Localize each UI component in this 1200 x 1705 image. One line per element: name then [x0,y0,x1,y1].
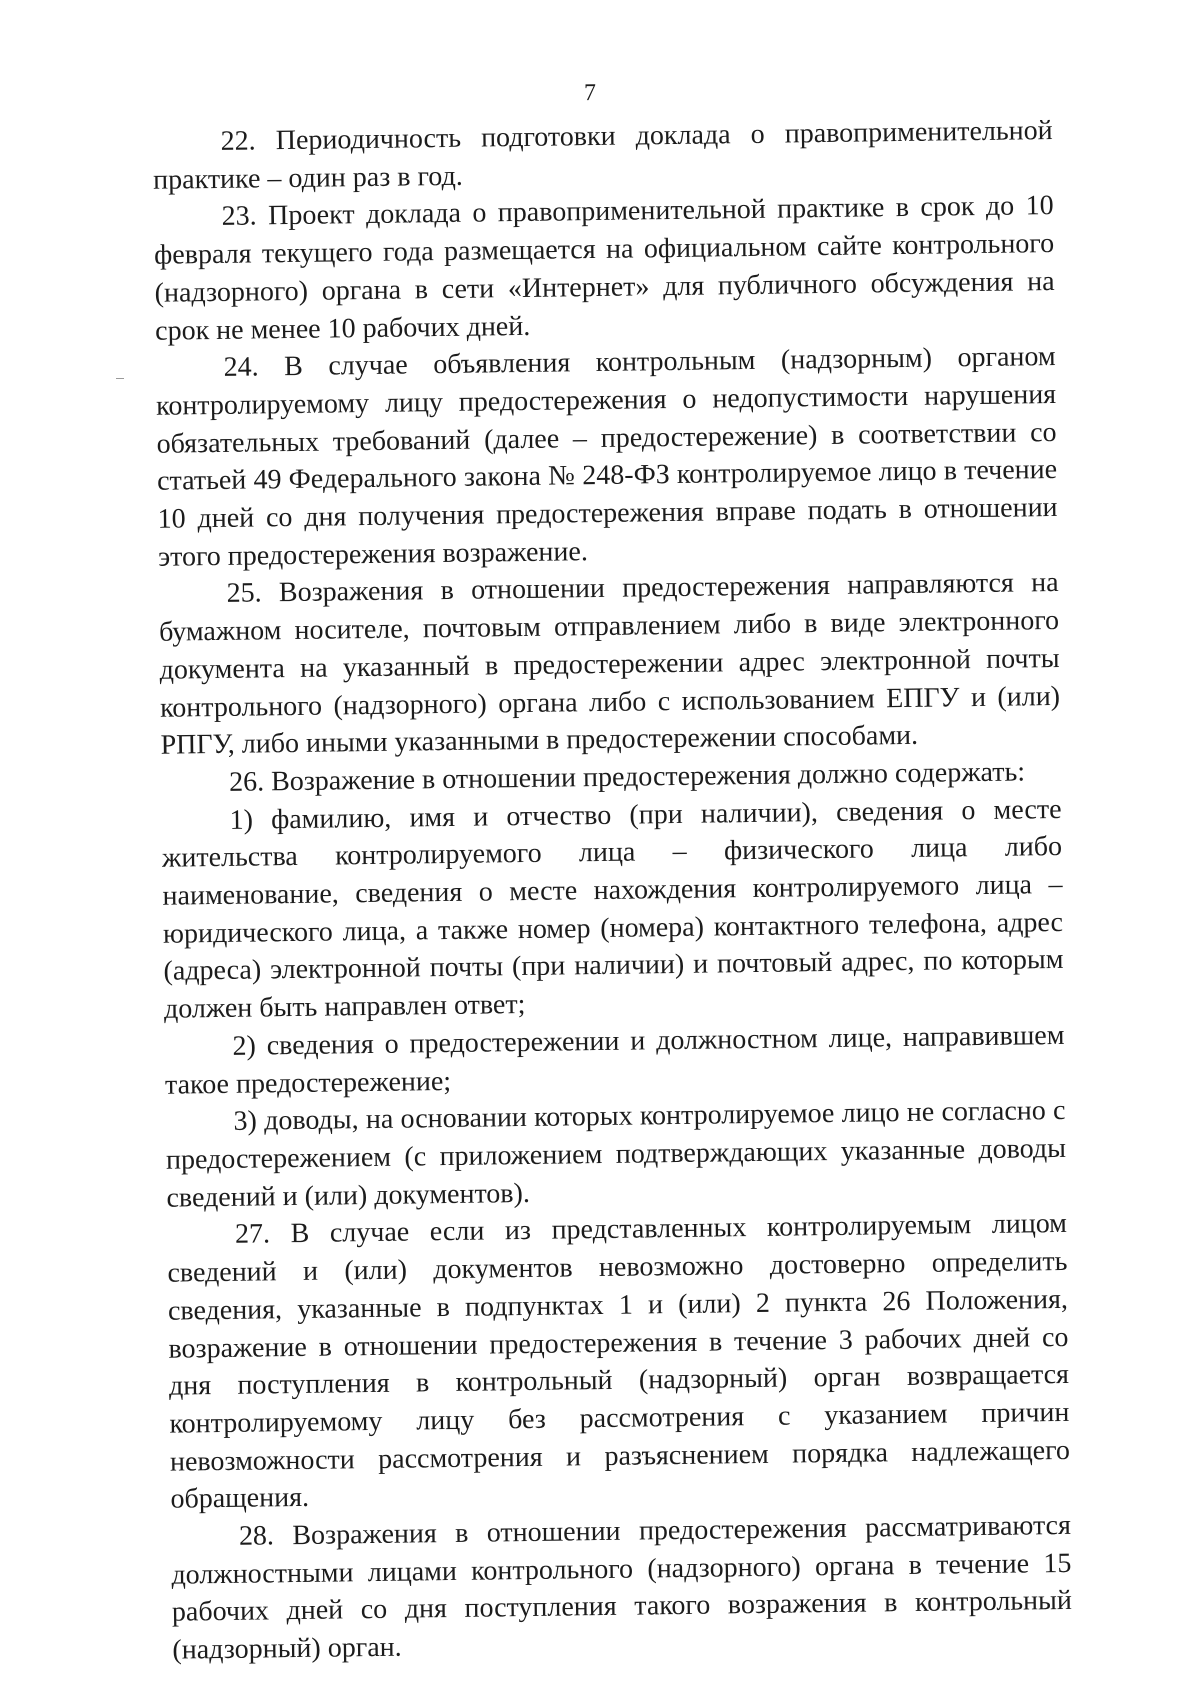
page-number: 7 [583,79,597,107]
document-body [152,112,1072,1669]
paragraph-25: 25. Возражения в отношении предостережения направляются на бумажном носителе, почтовым отправлением либо в виде электронного документа на указанный в предостережении адрес электронной почты контрольного (надзорного) органа либо с использованием ЕПГУ и (или) РПГУ, либо иными указанными в предостережении способами. [158,567,1061,761]
paragraph-27: 27. В случае если из представленных контролируемым лицом сведений и (или) документов невозможно достоверно определить сведения, указанные в подпунктах 1 и (или) 2 пункта 26 Положения, возражение в отношении предостережения в течение 3 рабочих дней со дня поступления в контрольный (надзорный) орган возвращается контролируемому лицу без рассмотрения с указанием причин невозможности рассмотрения и разъяснением порядка надлежащего обращения. [167,1208,1071,1515]
paragraph-28: 28. Возражения в отношении предостережения рассматриваются должностными лицами контрольного (надзорного) органа в течение 15 рабочих дней со дня поступления такого возражения в контрольный (надзорный) орган. [171,1509,1073,1666]
paragraph-23: 23. Проект доклада о правоприменительной практике в срок до 10 февраля текущего года размещается на официальном сайте контрольного (надзорного) органа в сети «Интернет» для публичного обсуждения на срок не менее 10 рабочих дней. [153,190,1055,347]
subitem-1: 1) фамилию, имя и отчество (при наличии), сведения о месте жительства контролируемого лица – физического лица либо наименование, сведения о месте нахождения контролируемого лица – юридического лица, а также номер (номера) контактного телефона, адрес (адреса) электронной почты (при наличии) и почтовый адрес, по которым должен быть направлен ответ; [161,793,1064,1025]
subitem-3: 3) доводы, на основании которых контролируемое лицо не согласно с предостережением (с приложением подтверждающих указанные доводы сведений и (или) документов). [165,1095,1067,1214]
scan-mark [116,378,124,379]
paragraph-24: 24. В случае объявления контрольным (надзорным) органом контролируемому лицу предостережения о недопустимости нарушения обязательных требований (далее – предостережение) в соответствии со статьей 49 Федерального закона № 248-ФЗ контролируемое лицо в течение 10 дней со дня получения предостережения вправе подать в отношении этого предостережения возражение. [155,341,1058,573]
subitem-2: 2) сведения о предостережении и должностном лице, направившем такое предостережение; [164,1019,1065,1101]
paragraph-22: 22. Периодичность подготовки доклада о правоприменительной практике – один раз в год. [152,115,1053,196]
paragraph-26: 26. Возражение в отношении предостережения должно содержать: [228,756,1026,798]
